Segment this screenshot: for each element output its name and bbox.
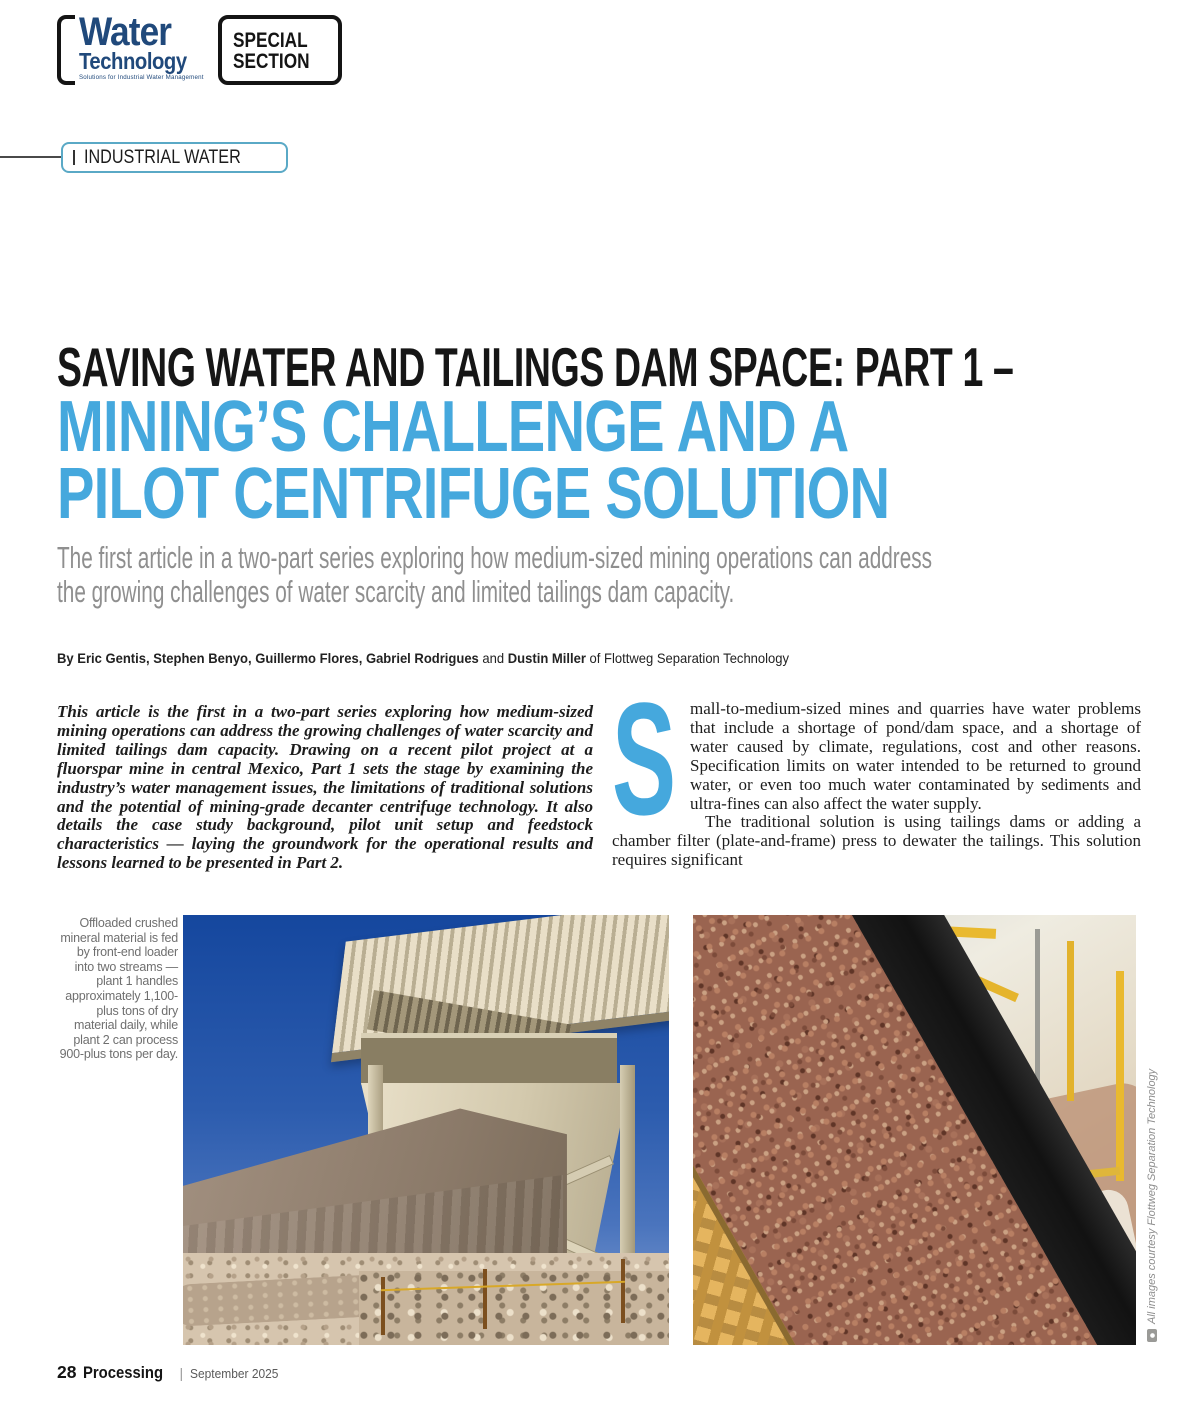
water-technology-logo <box>57 10 342 87</box>
footer-separator: | <box>179 1365 184 1381</box>
page-footer <box>57 1362 286 1383</box>
article-title-line2: PILOT CENTRIFUGE SOLUTION <box>57 454 890 534</box>
intro-paragraph: This article is the first in a two-part series exploring how medium-sized mining operations can address the growing challenges of water scarcity and limited tailings dam capacity. Drawing on a recent pilot project at a fluorspar mine in central Mexico, Part 1 sets the stage by examining the industry’s water management issues, the limitations of traditional solutions and the potential of mining-grade decanter centrifuge technology. It also details the case study background, pilot unit setup and feedstock characteristics — laying the groundwork for the operational results and lessons learned to be presented in Part 2. <box>57 702 593 873</box>
article-title-line1: MINING’S CHALLENGE AND A <box>57 387 849 467</box>
drop-cap-container <box>612 669 678 848</box>
section-badge <box>61 142 288 173</box>
photo1-rope-post <box>483 1269 487 1329</box>
byline-authors: By Eric Gentis, Stephen Benyo, Guillermo Flores, Gabriel Rodrigues <box>57 650 479 666</box>
body-paragraph-1: mall-to-medium-sized mines and quarries have water problems that include a shortage of pond/dam space, and a shortage of water caused by climate, regulations, cost and other reasons. Specification limits on water intended to be returned to ground water, or even too much water contaminated by sediments and ultra-fines can also affect the water supply. <box>690 699 1141 813</box>
logo-word-water: Water <box>79 10 172 54</box>
photo1-rope-post <box>621 1259 625 1323</box>
photo-credit-text: All images courtesy Flottweg Separation Technology <box>1146 1068 1158 1324</box>
byline-and: and <box>478 650 508 666</box>
logo-wordmark <box>75 10 216 87</box>
photo-conveyor-material <box>693 915 1136 1345</box>
photo2-yellow-railing <box>1067 941 1074 1101</box>
section-badge-label: INDUSTRIAL WATER <box>84 146 241 168</box>
photo2-yellow-railing <box>1116 971 1124 1181</box>
photo-caption: Offloaded crushed mineral material is fed by front-end loader into two streams — plant 1 handles approximately 1,100-plus tons of dry material daily, while plant 2 can process 900-plus tons per day. <box>59 916 178 1062</box>
byline-last-author: Dustin Miller <box>507 650 586 666</box>
photo1-upper-bin <box>361 1033 617 1085</box>
special-section-line1: SPECIAL <box>233 29 308 52</box>
badge-tick-mark <box>73 150 75 165</box>
page-number: 28 <box>57 1362 77 1382</box>
body-column <box>612 669 1141 870</box>
article-deck: The first article in a two-part series exploring how medium-sized mining operations can address the growing challenges of water scarcity and limited tailings dam capacity. <box>57 540 933 609</box>
special-section-line2: SECTION <box>233 50 310 73</box>
logo-bracket-shape <box>57 15 75 85</box>
special-section-box <box>218 15 341 85</box>
logo-word-technology: Technology <box>79 48 187 74</box>
photo-loader-hopper <box>183 915 669 1345</box>
byline-affiliation: of Flottweg Separation Technology <box>585 650 790 666</box>
publication-name: Processing <box>83 1364 164 1382</box>
drop-cap-letter: S <box>612 669 677 848</box>
logo-tagline: Solutions for Industrial Water Management <box>79 74 204 81</box>
article-kicker: SAVING WATER AND TAILINGS DAM SPACE: PART 1 – <box>57 336 1014 398</box>
photo-credit <box>1146 1068 1158 1342</box>
article-byline <box>57 649 987 667</box>
issue-date: September 2025 <box>190 1366 279 1381</box>
camera-icon <box>1147 1329 1157 1342</box>
photo1-rope-post <box>381 1277 385 1335</box>
body-paragraph-2: The traditional solution is using tailings dams or adding a chamber filter (plate-and-frame) press to dewater the tailings. This solution requires significant <box>612 812 1141 870</box>
article-title <box>57 387 890 534</box>
section-lead-line <box>0 156 62 158</box>
